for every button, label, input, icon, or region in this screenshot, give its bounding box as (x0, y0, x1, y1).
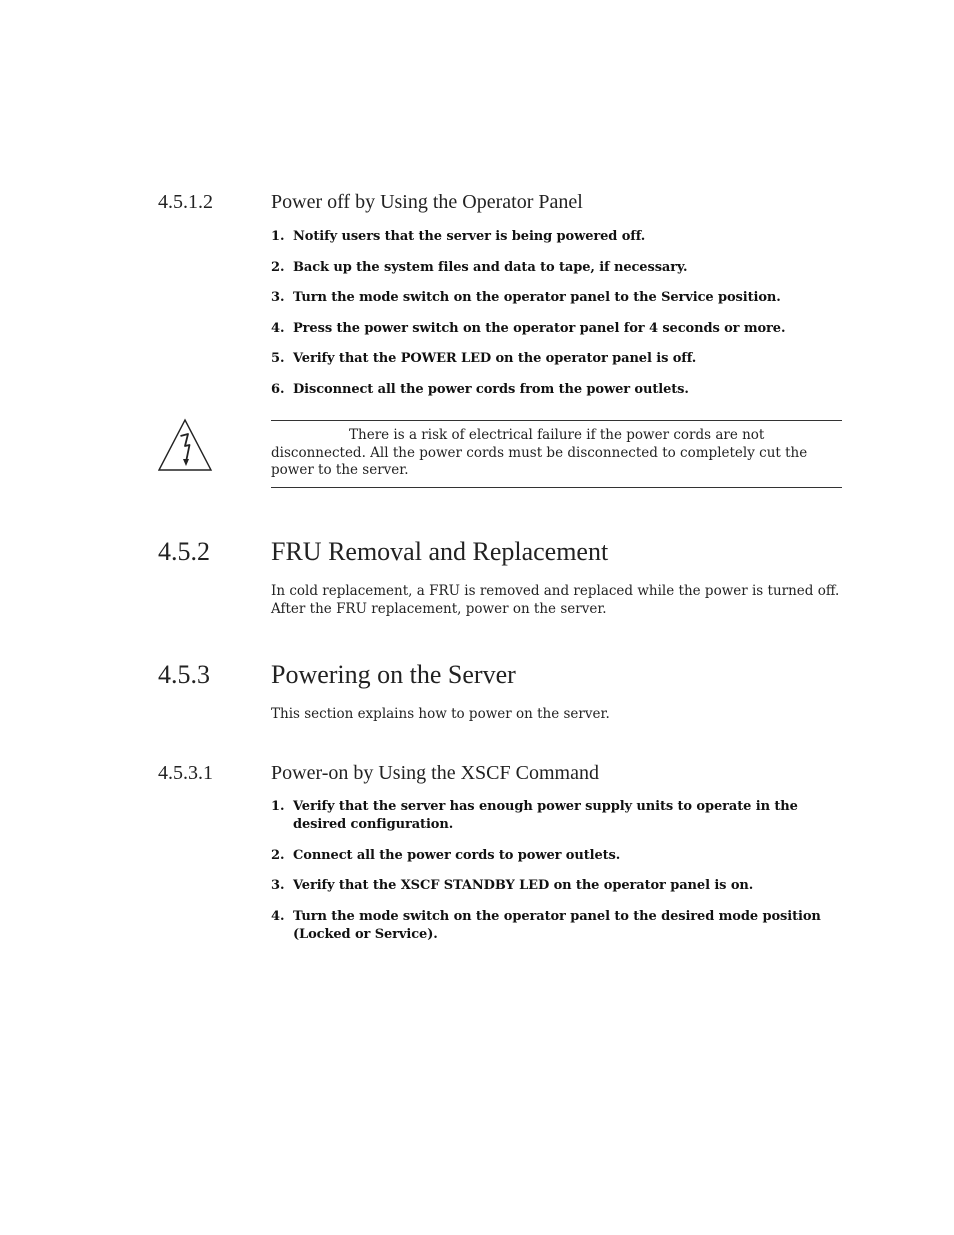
paragraph: This section explains how to power on the server. (271, 706, 610, 722)
steps-list-power-off (271, 228, 846, 411)
section-number: 4.5.3.1 (158, 762, 213, 784)
section-number: 4.5.2 (158, 537, 210, 566)
section-number: 4.5.1.2 (158, 191, 213, 213)
list-item: 1. Notify users that the server is being powered off. (271, 229, 646, 244)
list-item: 4. Turn the mode switch on the operator panel to the desired mode position (Locked or Service). (271, 908, 821, 942)
list-item: 4. Press the power switch on the operator panel for 4 seconds or more. (271, 320, 786, 336)
section-title: Power-on by Using the XSCF Command (271, 762, 599, 784)
caution-box (271, 420, 842, 488)
list-item: 2. Connect all the power cords to power outlets. (271, 847, 621, 863)
list-item: 1. Verify that the server has enough power supply units to operate in the desired configuration. (271, 799, 798, 832)
section-title: FRU Removal and Replacement (271, 537, 609, 566)
section-number: 4.5.3 (158, 660, 210, 689)
section-title: Power off by Using the Operator Panel (271, 191, 583, 213)
list-item: 3. Verify that the XSCF STANDBY LED on the operator panel is on. (271, 878, 754, 893)
steps-list-power-on (271, 798, 846, 956)
list-item: 5. Verify that the POWER LED on the operator panel is off. (271, 351, 697, 366)
list-item: 2. Back up the system files and data to tape, if necessary. (271, 259, 688, 275)
list-item: 3. Turn the mode switch on the operator panel to the Service position. (271, 290, 781, 305)
paragraph: In cold replacement, a FRU is removed and replaced while the power is turned off. After the FRU replacement, power on the server. (271, 583, 840, 617)
caution-text: There is a risk of electrical failure if the power cords are not disconnected. All the power cords must be disconnected to completely cut the power to the server. (271, 427, 808, 478)
electrical-hazard-icon (158, 418, 214, 472)
section-title: Powering on the Server (271, 660, 516, 689)
list-item: 6. Disconnect all the power cords from the power outlets. (271, 381, 689, 397)
